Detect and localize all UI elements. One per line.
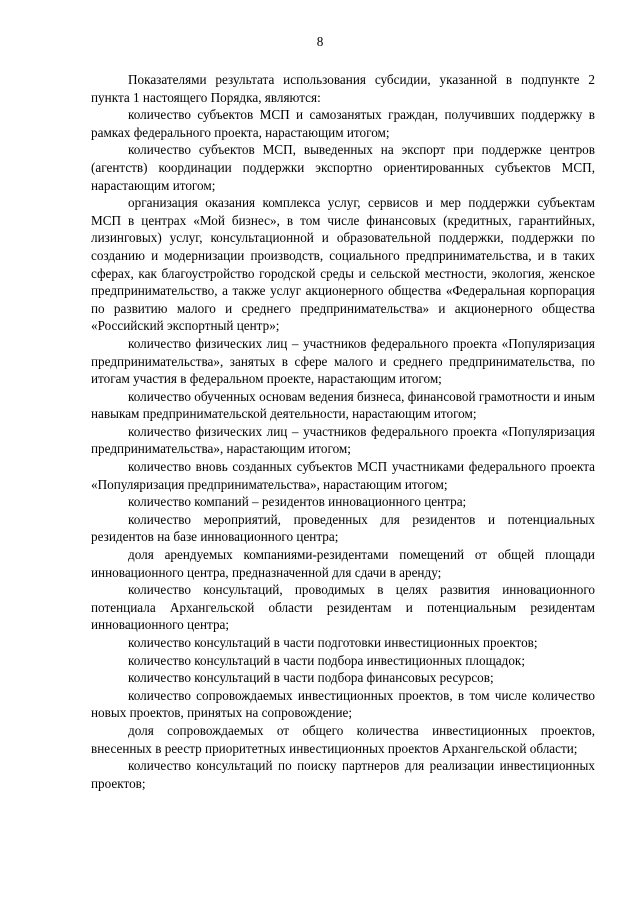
paragraph: количество субъектов МСП и самозанятых граждан, получивших поддержку в рамках федерального проекта, нарастающим итогом;: [91, 107, 595, 140]
page-number: 8: [316, 34, 324, 49]
document-body: [91, 71, 595, 792]
paragraph: организация оказания комплекса услуг, сервисов и мер поддержки субъектам МСП в центрах «Мой бизнес», в том числе финансовых (кредитных, гарантийных, лизинговых) услуг, консультационной и образовательной поддержки, поддержки по созданию и модернизации производств, социального предпринимательства, и в таких сферах, как благоустройство городской среды и сельской местности, экология, женское предпринимательство, а также услуг акционерного общества «Федеральная корпорация по развитию малого и среднего предпринимательства» и акционерного общества «Российский экспортный центр»;: [91, 195, 595, 334]
paragraph: количество консультаций по поиску партнеров для реализации инвестиционных проектов;: [91, 758, 595, 791]
paragraph: количество физических лиц – участников федерального проекта «Популяризация предпринимательства», занятых в сфере малого и среднего предпринимательства, по итогам участия в федеральном проекте, нарастающим итогом;: [91, 335, 595, 387]
paragraph: количество консультаций, проводимых в целях развития инновационного потенциала Архангельской области резидентам и потенциальным резидентам инновационного центра;: [91, 582, 595, 633]
paragraph: количество физических лиц – участников федерального проекта «Популяризация предпринимательства», нарастающим итогом;: [91, 423, 595, 457]
paragraph: количество вновь созданных субъектов МСП участниками федерального проекта «Популяризация предпринимательства», нарастающим итогом;: [91, 459, 595, 492]
paragraph: доля сопровождаемых от общего количества инвестиционных проектов, внесенных в реестр приоритетных инвестиционных проектов Архангельской области;: [91, 722, 595, 756]
paragraph: количество консультаций в части подбора финансовых ресурсов;: [128, 670, 494, 686]
paragraph: количество сопровождаемых инвестиционных проектов, в том числе количество новых проектов, принятых на сопровождение;: [91, 687, 595, 721]
paragraph: Показателями результата использования субсидии, указанной в подпункте 2 пункта 1 настоящего Порядка, являются:: [91, 72, 595, 105]
paragraph: количество консультаций в части подбора инвестиционных площадок;: [128, 652, 525, 668]
paragraph: количество компаний – резидентов инновационного центра;: [128, 494, 467, 510]
paragraph: количество обученных основам ведения бизнеса, финансовой грамотности и иным навыкам предпринимательской деятельности, нарастающим итогом;: [91, 388, 595, 422]
paragraph: количество мероприятий, проведенных для резидентов и потенциальных резидентов на базе инновационного центра;: [91, 511, 595, 545]
paragraph: количество консультаций в части подготовки инвестиционных проектов;: [128, 635, 538, 650]
paragraph: количество субъектов МСП, выведенных на экспорт при поддержке центров (агентств) координации поддержки экспортно ориентированных субъектов МСП, нарастающим итогом;: [91, 142, 595, 193]
paragraph: доля арендуемых компаниями-резидентами помещений от общей площади инновационного центра, предназначенной для сдачи в аренду;: [91, 547, 595, 580]
